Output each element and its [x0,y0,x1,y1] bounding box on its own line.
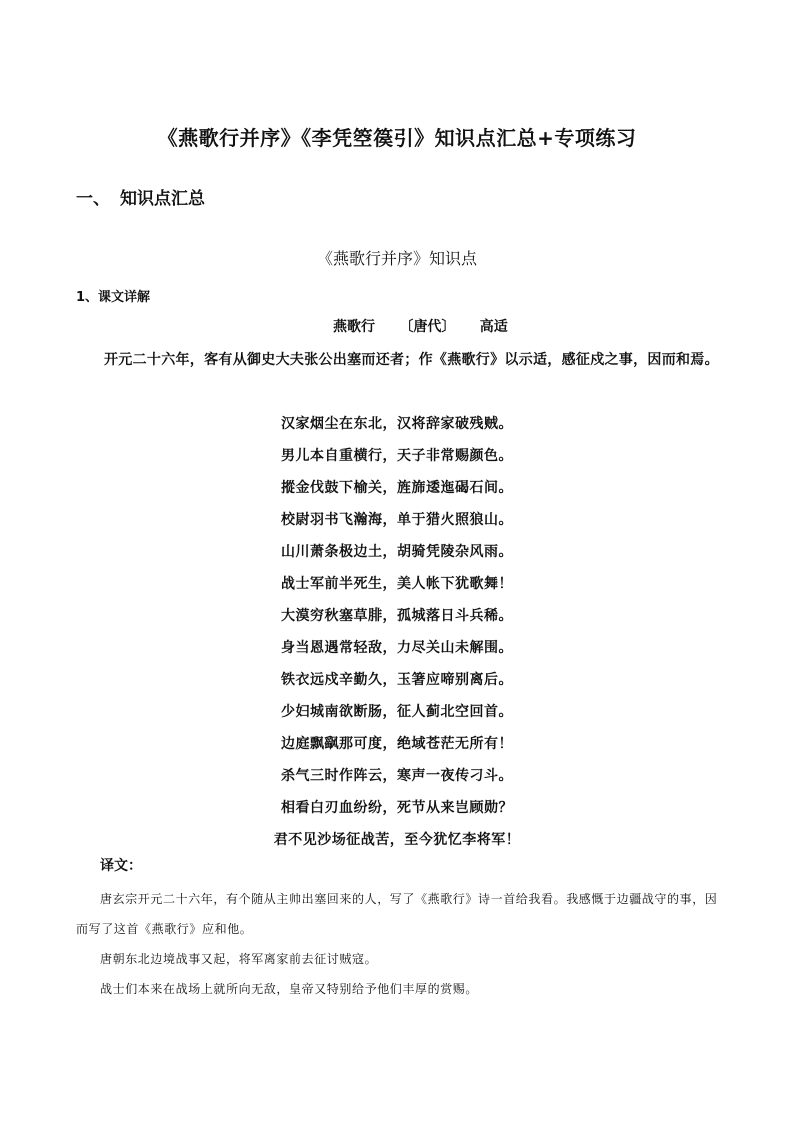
translation-paragraph: 唐玄宗开元二十六年，有个随从主帅出塞回来的人，写了《燕歌行》诗一首给我看。我感慨于边疆战守的事，因而写了这首《燕歌行》应和他。 [76,892,718,936]
poem-line: 摐金伐鼓下榆关，旌旆逶迤碣石间。 [281,480,513,496]
poem-line: 男儿本自重横行，天子非常赐颜色。 [281,448,513,464]
poem-name: 燕歌行 [333,319,375,335]
poem-line: 校尉羽书飞瀚海，单于猎火照狼山。 [281,512,513,528]
translation-paragraph: 唐朝东北边境战事又起，将军离家前去征讨贼寇。 [100,952,378,966]
poem-line: 少妇城南欲断肠，征人蓟北空回首。 [281,704,513,720]
poem-line: 杀气三时作阵云，寒声一夜传刁斗。 [281,768,513,784]
poem-line: 相看白刃血纷纷，死节从来岂顾勋？ [281,800,513,816]
poem-body [0,408,794,856]
subheading-text-explanation: 1、课文详解 [76,290,151,305]
translation-body [76,884,726,1004]
section-number: 一、 [76,189,110,209]
poem-author: 高适 [479,319,508,335]
poem-line: 战士军前半死生，美人帐下犹歌舞！ [281,576,513,592]
poem-line: 山川萧条极边土，胡骑凭陵杂风雨。 [281,544,513,560]
document-title: 《燕歌行并序》《李凭箜篌引》知识点汇总+专项练习 [157,126,637,150]
poem-line: 汉家烟尘在东北，汉将辞家破残贼。 [281,416,513,432]
poem-dynasty: 〔唐代〕 [399,319,456,335]
section-label: 知识点汇总 [120,189,205,209]
poem-line: 身当恩遇常轻敌，力尽关山未解围。 [281,640,513,656]
poem-line: 边庭飘飖那可度，绝域苍茫无所有！ [281,736,513,752]
poem-line: 大漠穷秋塞草腓，孤城落日斗兵稀。 [281,608,513,624]
poem-line: 君不见沙场征战苦，至今犹忆李将军！ [273,832,521,848]
section-heading [76,184,205,209]
translation-paragraph: 战士们本来在战场上就所向无敌，皇帝又特别给予他们丰厚的赏赐。 [100,982,479,996]
poem-line: 铁衣远戍辛勤久，玉箸应啼别离后。 [281,672,513,688]
translation-label: 译文： [100,858,142,874]
poem-knowledge-title: 《燕歌行并序》知识点 [316,249,477,268]
poem-preface: 开元二十六年，客有从御史大夫张公出塞而还者；作《燕歌行》以示适，感征戍之事，因而和焉。 [104,352,719,368]
poem-header [333,316,508,336]
